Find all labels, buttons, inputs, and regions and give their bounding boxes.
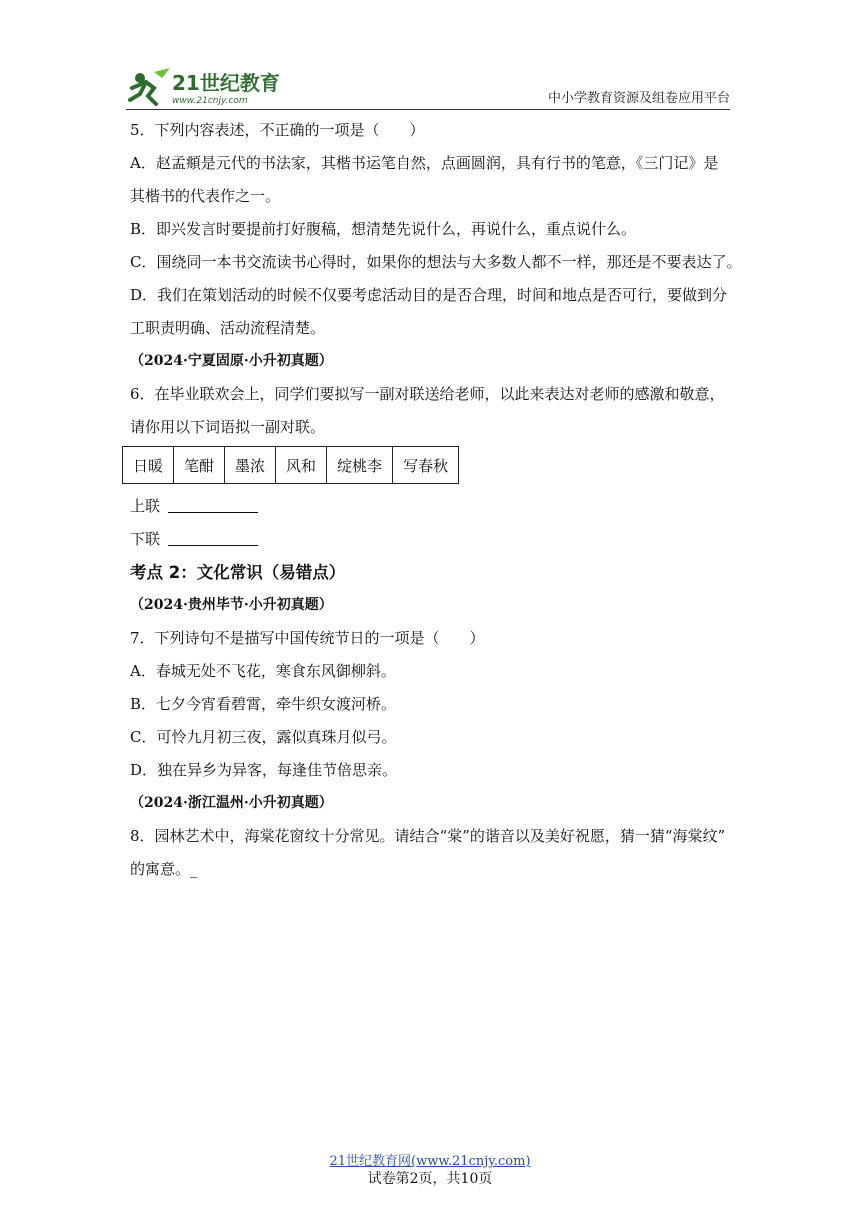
q6-upper-couplet: [130, 490, 730, 523]
q8-stem-line1: 8．园林艺术中，海棠花窗纹十分常见。请结合“棠”的谐音以及美好祝愿，猜一猜“海棠纹”: [130, 827, 726, 845]
q5-option-d-line2: 工职责明确、活动流程清楚。: [130, 319, 326, 337]
page-number: 试卷第2页，共10页: [367, 1171, 493, 1187]
platform-name: 中小学教育资源及组卷应用平台: [547, 91, 730, 106]
svg-text:www.21cnjy.com: www.21cnjy.com: [172, 96, 248, 106]
q5-option-b: B．即兴发言时要提前打好腹稿，想清楚先说什么，再说什么，重点说什么。: [130, 220, 637, 238]
q6-stem-line2: 请你用以下词语拟一副对联。: [130, 418, 326, 436]
q7-stem: 7．下列诗句不是描写中国传统节日的一项是（ ）: [130, 629, 485, 647]
section-title: 考点 2：文化常识（易错点）: [130, 563, 346, 582]
upper-couplet-label: 上联: [130, 497, 161, 515]
upper-couplet-blank[interactable]: [168, 498, 258, 513]
word-cell: 墨浓: [225, 447, 276, 484]
lower-couplet-blank[interactable]: [168, 531, 258, 546]
footer-site-link[interactable]: 21世纪教育网(www.21cnjy.com): [329, 1154, 531, 1169]
q8-source: （2024·浙江温州·小升初真题）: [130, 795, 333, 811]
word-cell: 风和: [276, 447, 327, 484]
word-cell: 绽桃李: [327, 447, 393, 484]
q5-stem: 5．下列内容表述，不正确的一项是（ ）: [130, 121, 425, 139]
q6-lower-couplet: [130, 523, 730, 556]
q5-option-a-line1: A．赵孟頫是元代的书法家，其楷书运笔自然，点画圆润，具有行书的笔意，《三门记》是: [130, 154, 719, 172]
q5-option-a-line2: 其楷书的代表作之一。: [130, 187, 281, 205]
q7-source: （2024·贵州毕节·小升初真题）: [130, 597, 333, 613]
word-cell: 笔酣: [174, 447, 225, 484]
word-cell: 写春秋: [393, 447, 459, 484]
header-divider: [126, 109, 730, 110]
word-cell: 日暖: [123, 447, 174, 484]
q6-stem-line1: 6．在毕业联欢会上，同学们要拟写一副对联送给老师，以此来表达对老师的感激和敬意，: [130, 385, 725, 403]
q7-option-d: D．独在异乡为异客，每逢佳节倍思亲。: [130, 761, 398, 779]
svg-text:21世纪教育: 21世纪教育: [172, 71, 280, 95]
logo-21cnjy: [126, 66, 286, 108]
q5-option-d-line1: D．我们在策划活动的时候不仅要考虑活动目的是否合理，时间和地点是否可行，要做到分: [130, 286, 728, 304]
q6-source: （2024·宁夏固原·小升初真题）: [130, 353, 333, 369]
q5-option-c: C．围绕同一本书交流读书心得时，如果你的想法与大多数人都不一样，那还是不要表达了。: [130, 253, 742, 271]
lower-couplet-label: 下联: [130, 530, 161, 548]
q6-word-table: [122, 446, 459, 484]
q7-option-a: A．春城无处不飞花，寒食东风御柳斜。: [130, 662, 396, 680]
q8-stem-line2: 的寓意。_: [130, 860, 198, 878]
page-header: [126, 66, 730, 110]
exam-content: [130, 114, 742, 886]
q7-option-c: C．可怜九月初三夜，露似真珠月似弓。: [130, 728, 397, 746]
q7-option-b: B．七夕今宵看碧霄，牵牛织女渡河桥。: [130, 695, 397, 713]
